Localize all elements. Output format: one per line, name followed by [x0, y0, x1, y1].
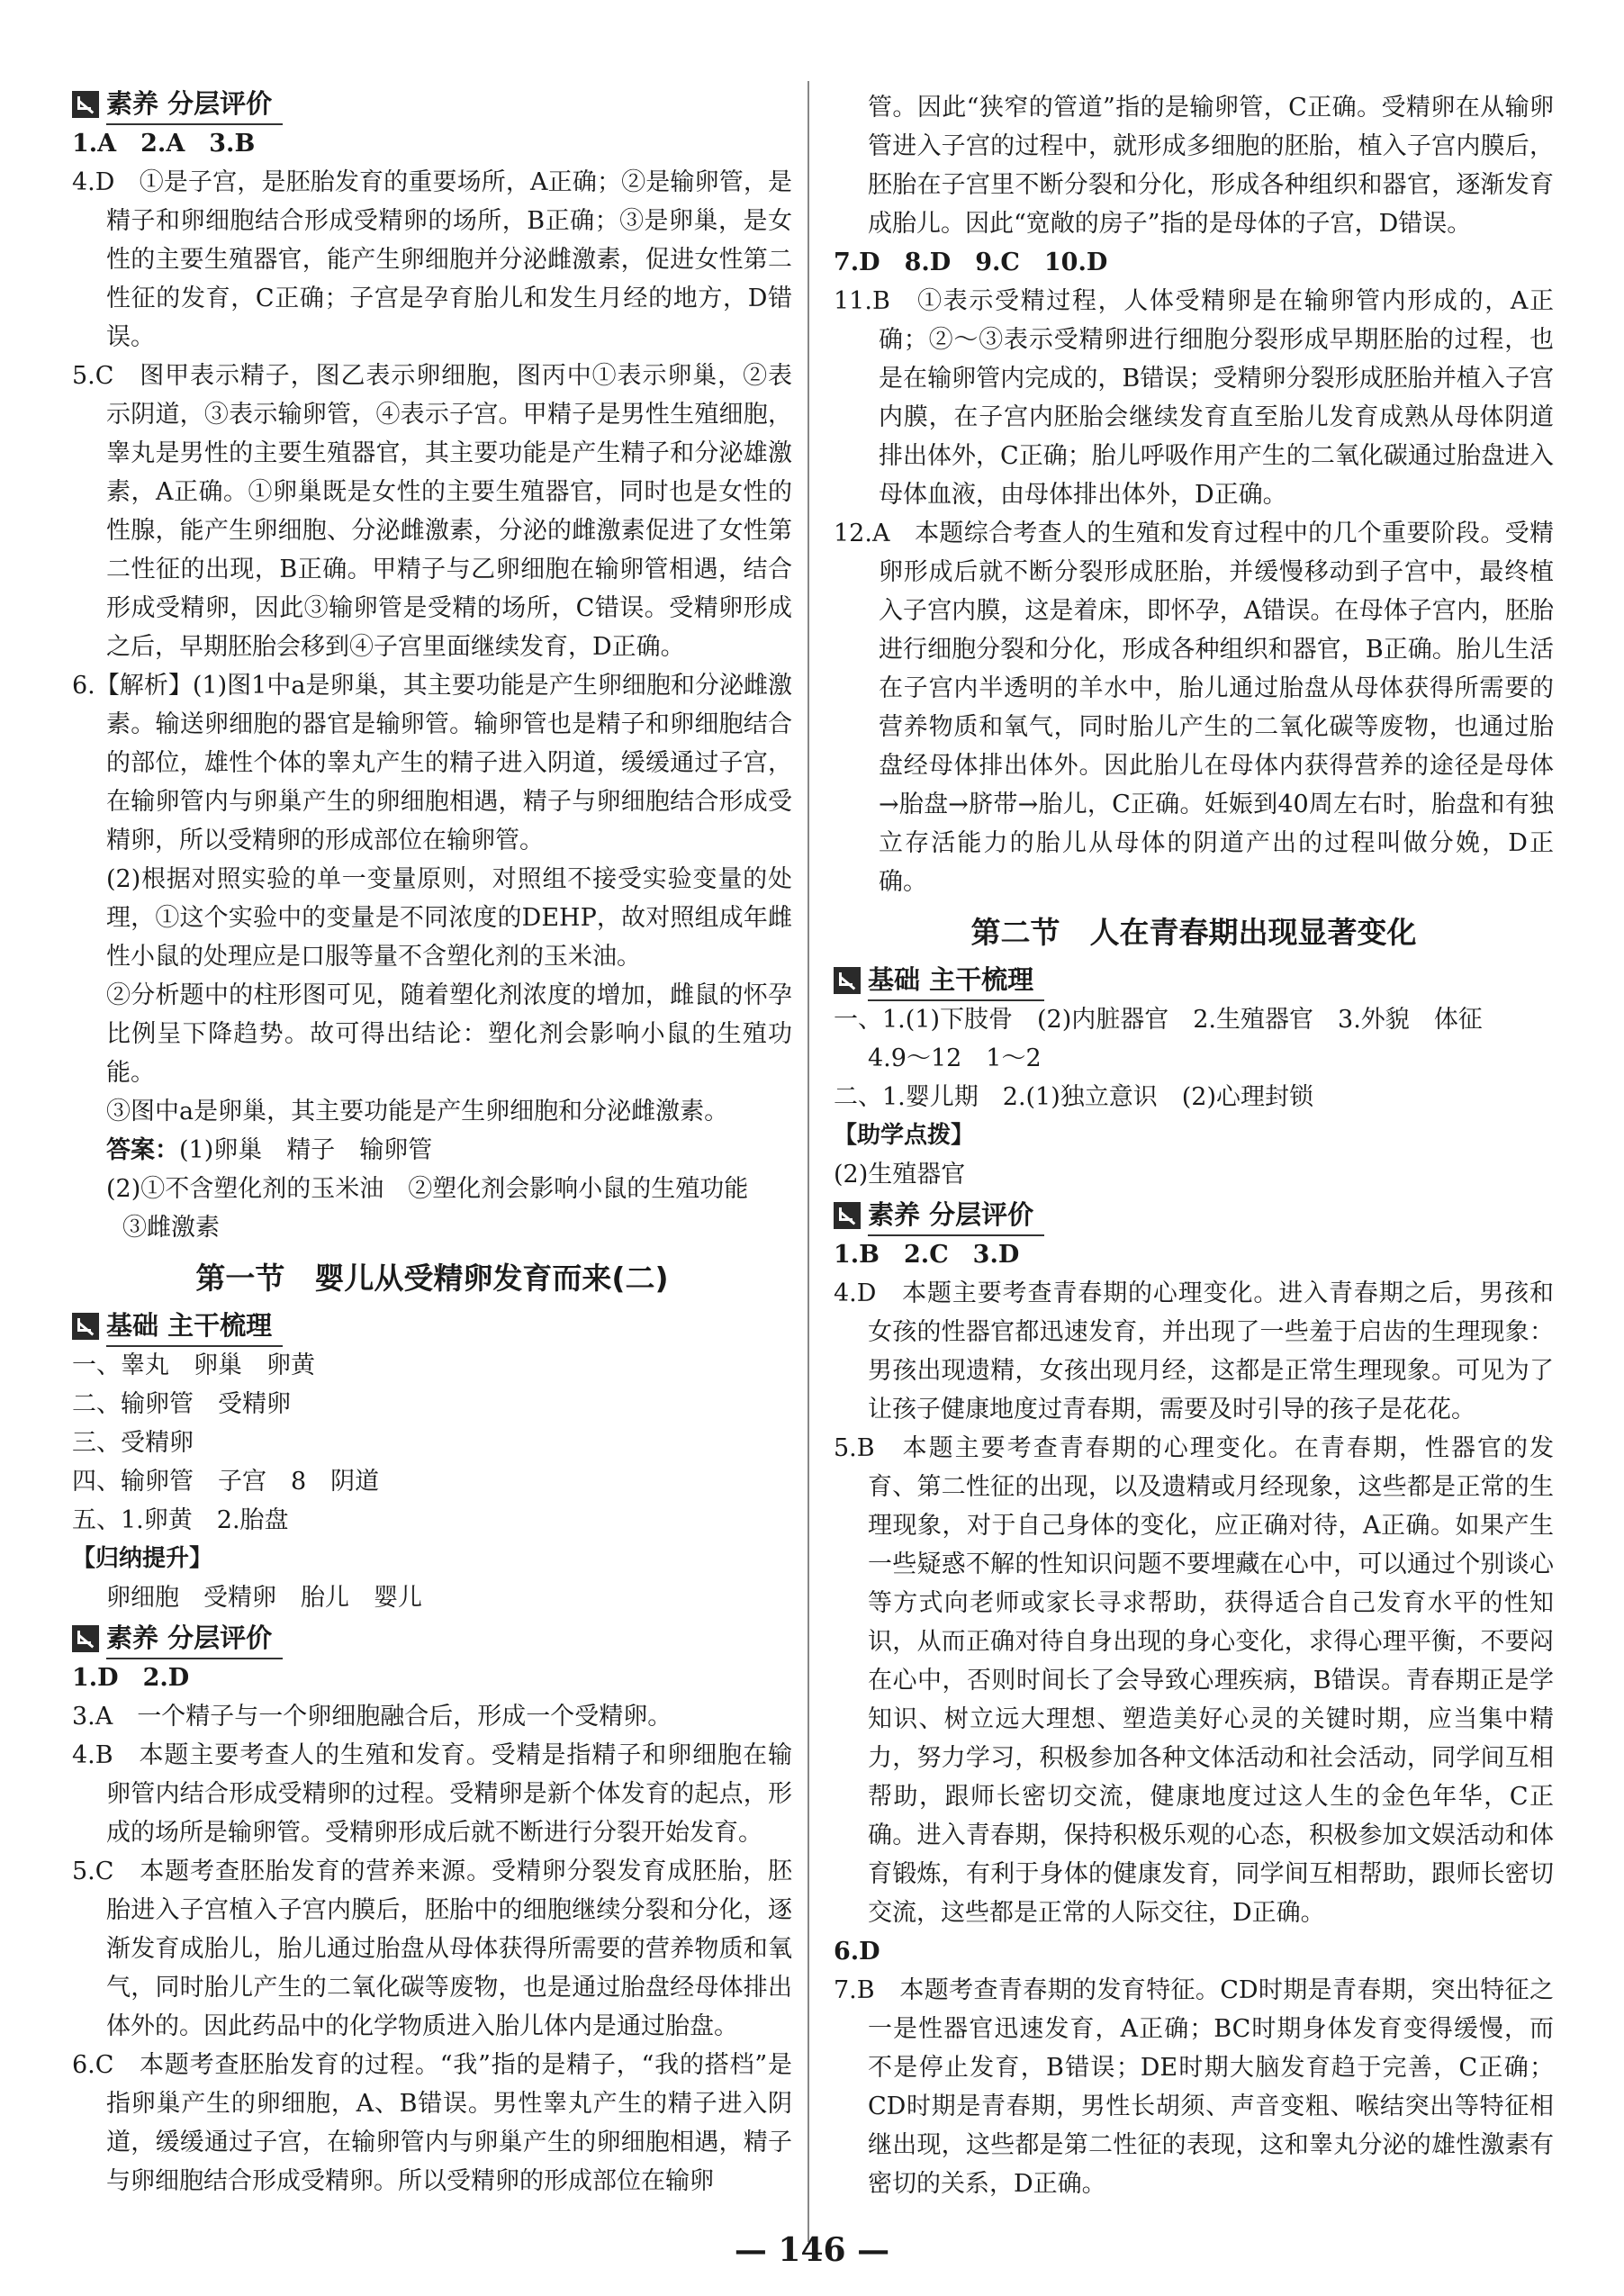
column-divider: [807, 81, 809, 2242]
arrow-box-icon: [834, 1202, 861, 1229]
answer-6-part3: ②分析题中的柱形图可见，随着塑化剂浓度的增加，雌鼠的怀孕比例呈下降趋势。故可得出结论：塑化剂会影响小鼠的生殖功能。: [106, 981, 792, 1087]
basic-item: 4.9～12 1～2: [868, 1044, 1042, 1072]
answer-line: 1.D 2.D: [72, 1664, 190, 1692]
basic-item: 三、受精卵: [72, 1429, 194, 1457]
summary-line: 卵细胞 受精卵 胎儿 婴儿: [106, 1584, 422, 1612]
arrow-box-icon: [72, 1625, 99, 1652]
chapter-title: 第一节 婴儿从受精卵发育而来(二): [195, 1261, 669, 1296]
section-title: 素养 分层评价: [868, 1196, 1044, 1236]
basic-item: 五、1.卵黄 2.胎盘: [72, 1506, 289, 1534]
basic-item: 一、1.(1)下肢骨 (2)内脏器官 2.生殖器官 3.外貌 体征: [834, 1006, 1483, 1034]
answer-4: 4.D 本题主要考查青春期的心理变化。进入青春期之后，男孩和女孩的性器官都迅速发育，并出现了一些羞于启齿的生理现象：男孩出现遗精，女孩出现月经，这都是正常生理现象。可见为了让孩子健康地度过青春期，需要及时引导的孩子是花花。: [834, 1279, 1554, 1424]
answer-6: 6.C 本题考查胚胎发育的过程。“我”指的是精子，“我的搭档”是指卵巢产生的卵细胞，A、B错误。男性睾丸产生的精子进入阴道，缓缓通过子宫，在输卵管内与卵巢产生的卵细胞相遇，精子与卵细胞结合形成受精卵。所以受精卵的形成部位在输卵: [72, 2051, 792, 2195]
section-header: [834, 1196, 1554, 1235]
answer-key-3: ③雌激素: [122, 1214, 220, 1242]
section-title: 素养 分层评价: [106, 1619, 283, 1659]
answer-3: 3.A 一个精子与一个卵细胞融合后，形成一个受精卵。: [72, 1703, 672, 1731]
answer-6: 6.D: [834, 1938, 880, 1966]
section-header: [72, 85, 792, 124]
answer-key-1: (1)卵巢 精子 输卵管: [179, 1136, 433, 1164]
answer-12: 12.A 本题综合考查人的生殖和发育过程中的几个重要阶段。受精卵形成后就不断分裂形成胚胎，并缓慢移动到子宫中，最终植入子宫内膜，这是着床，即怀孕，A错误。在母体子宫内，胚胎进行细胞分裂和分化，形成各种组织和器官，B正确。胎儿生活在子宫内半透明的羊水中，胎儿通过胎盘从母体获得所需要的营养物质和氧气，同时胎儿产生的二氧化碳等废物，也通过胎盘经母体排出体外。因此胎儿在母体内获得营养的途径是母体→胎盘→脐带→胎儿，C正确。妊娠到40周左右时，胎盘和有独立存活能力的胎儿从母体的阴道产出的过程叫做分娩，D正确。: [834, 520, 1554, 896]
answer-5: 5.C 本题考查胚胎发育的营养来源。受精卵分裂发育成胚胎，胚胎进入子宫植入子宫内膜后，胚胎中的细胞继续分裂和分化，逐渐发育成胎儿，胎儿通过胎盘从母体获得所需要的营养物质和氧气，同时胎儿产生的二氧化碳等废物，也是通过胎盘经母体排出体外的。因此药品中的化学物质进入胎儿体内是通过胎盘。: [72, 1858, 792, 2040]
right-column: [834, 88, 1554, 2203]
arrow-box-icon: [834, 967, 861, 994]
answer-6: 6.【解析】(1)图1中a是卵巢，其主要功能是产生卵细胞和分泌雌激素。输送卵细胞的器官是输卵管。输卵管也是精子和卵细胞结合的部位，雄性个体的睾丸产生的精子进入阴道，缓缓通过子宫，在输卵管内与卵巢产生的卵细胞相遇，精子与卵细胞结合形成受精卵，所以受精卵的形成部位在输卵管。: [72, 672, 792, 854]
answer-7: 7.B 本题考查青春期的发育特征。CD时期是青春期，突出特征之一是性器官迅速发育，A正确；BC时期身体发育变得缓慢，而不是停止发育，B错误；DE时期大脑发育趋于完善，C正确；CD时期是青春期，男性长胡须、声音变粗、喉结突出等特征相继出现，这些都是第二性征的表现，这和睾丸分泌的雄性激素有密切的关系，D正确。: [834, 1976, 1554, 2198]
answer-label: 答案：: [106, 1136, 179, 1164]
tag-label: 【归纳提升】: [72, 1545, 213, 1572]
basic-item: 二、输卵管 受精卵: [72, 1390, 291, 1418]
section-header: [72, 1619, 792, 1659]
answer-line: 1.B 2.C 3.D: [834, 1241, 1020, 1269]
left-column: [72, 83, 792, 2201]
answer-key-2: (2)①不含塑化剂的玉米油 ②塑化剂会影响小鼠的生殖功能: [106, 1175, 749, 1203]
section-header: [834, 961, 1554, 1000]
answer-6-continued: 管。因此“狭窄的管道”指的是输卵管，C正确。受精卵在从输卵管进入子宫的过程中，就形成多细胞的胚胎，植入子宫内膜后，胚胎在子宫里不断分裂和分化，形成各种组织和器官，逐渐发育成胎儿。因此“宽敞的房子”指的是母体的子宫，D错误。: [868, 94, 1554, 238]
answer-line: 1.A 2.A 3.B: [72, 130, 256, 158]
tag-label: 【助学点拨】: [834, 1122, 975, 1149]
answer-5: 5.C 图甲表示精子，图乙表示卵细胞，图丙中①表示卵巢，②表示阴道，③表示输卵管，④表示子宫。甲精子是男性生殖细胞，睾丸是男性的主要生殖器官，其主要功能是产生精子和分泌雄激素，A正确。①卵巢既是女性的主要生殖器官，同时也是女性的性腺，能产生卵细胞、分泌雌激素，分泌的雌激素促进了女性第二性征的出现，B正确。甲精子与乙卵细胞在输卵管相遇，结合形成受精卵，因此③输卵管是受精的场所，C错误。受精卵形成之后，早期胚胎会移到④子宫里面继续发育，D正确。: [72, 362, 792, 661]
answer-4: 4.D ①是子宫，是胚胎发育的重要场所，A正确；②是输卵管，是精子和卵细胞结合形成受精卵的场所，B正确；③是卵巢，是女性的主要生殖器官，能产生卵细胞并分泌雌激素，促进女性第二性征的发育，C正确；子宫是孕育胎儿和发生月经的地方，D错误。: [72, 168, 792, 351]
answer-key: [72, 1131, 792, 1170]
basic-item: 一、睾丸 卵巢 卵黄: [72, 1351, 315, 1379]
answer-6-part2: (2)根据对照实验的单一变量原则，对照组不接受实验变量的处理，①这个实验中的变量是不同浓度的DEHP，故对照组成年雌性小鼠的处理应是口服等量不含塑化剂的玉米油。: [106, 865, 792, 971]
section-title: 素养 分层评价: [106, 85, 283, 125]
answer-6-part4: ③图中a是卵巢，其主要功能是产生卵细胞和分泌雌激素。: [106, 1098, 729, 1125]
section-title: 基础 主干梳理: [868, 961, 1044, 1001]
basic-item: 二、1.婴儿期 2.(1)独立意识 (2)心理封锁: [834, 1083, 1314, 1111]
answer-11: 11.B ①表示受精过程，人体受精卵是在输卵管内形成的，A正确；②～③表示受精卵进行细胞分裂形成早期胚胎的过程，也是在输卵管内完成的，B错误；受精卵分裂形成胚胎并植入子宫内膜，在子宫内胚胎会继续发育直至胎儿发育成熟从母体阴道排出体外，C正确；胎儿呼吸作用产生的二氧化碳通过胎盘进入母体血液，由母体排出体外，D正确。: [834, 287, 1554, 509]
chapter-title: 第二节 人在青春期出现显著变化: [970, 915, 1417, 950]
section-title: 基础 主干梳理: [106, 1306, 283, 1347]
answer-5: 5.B 本题主要考查青春期的心理变化。在青春期，性器官的发育、第二性征的出现，以及遗精或月经现象，这些都是正常的生理现象，对于自己身体的变化，应正确对待，A正确。如果产生一些疑惑不解的性知识问题不要埋藏在心中，可以通过个别谈心等方式向老师或家长寻求帮助，获得适合自己发育水平的性知识，从而正确对待自身出现的身心变化，求得心理平衡，不要闷在心中，否则时间长了会导致心理疾病，B错误。青春期正是学知识、树立远大理想、塑造美好心灵的关键时期，应当集中精力，努力学习，积极参加各种文体活动和社会活动，同学间互相帮助，跟师长密切交流，健康地度过这人生的金色年华，C正确。进入青春期，保持积极乐观的心态，积极参加文娱活动和体育锻炼，有利于身体的健康发育，同学间互相帮助，跟师长密切交流，这些都是正常的人际交往，D正确。: [834, 1434, 1554, 1927]
basic-item: (2)生殖器官: [834, 1161, 966, 1189]
answer-4: 4.B 本题主要考查人的生殖和发育。受精是指精子和卵细胞在输卵管内结合形成受精卵的过程。受精卵是新个体发育的起点，形成的场所是输卵管。受精卵形成后就不断进行分裂开始发育。: [72, 1741, 792, 1847]
page-number: — 146 —: [734, 2231, 890, 2269]
section-header: [72, 1306, 792, 1346]
basic-item: 四、输卵管 子宫 8 阴道: [72, 1468, 380, 1496]
answer-line: 7.D 8.D 9.C 10.D: [834, 249, 1108, 276]
arrow-box-icon: [72, 1313, 99, 1340]
arrow-box-icon: [72, 91, 99, 118]
